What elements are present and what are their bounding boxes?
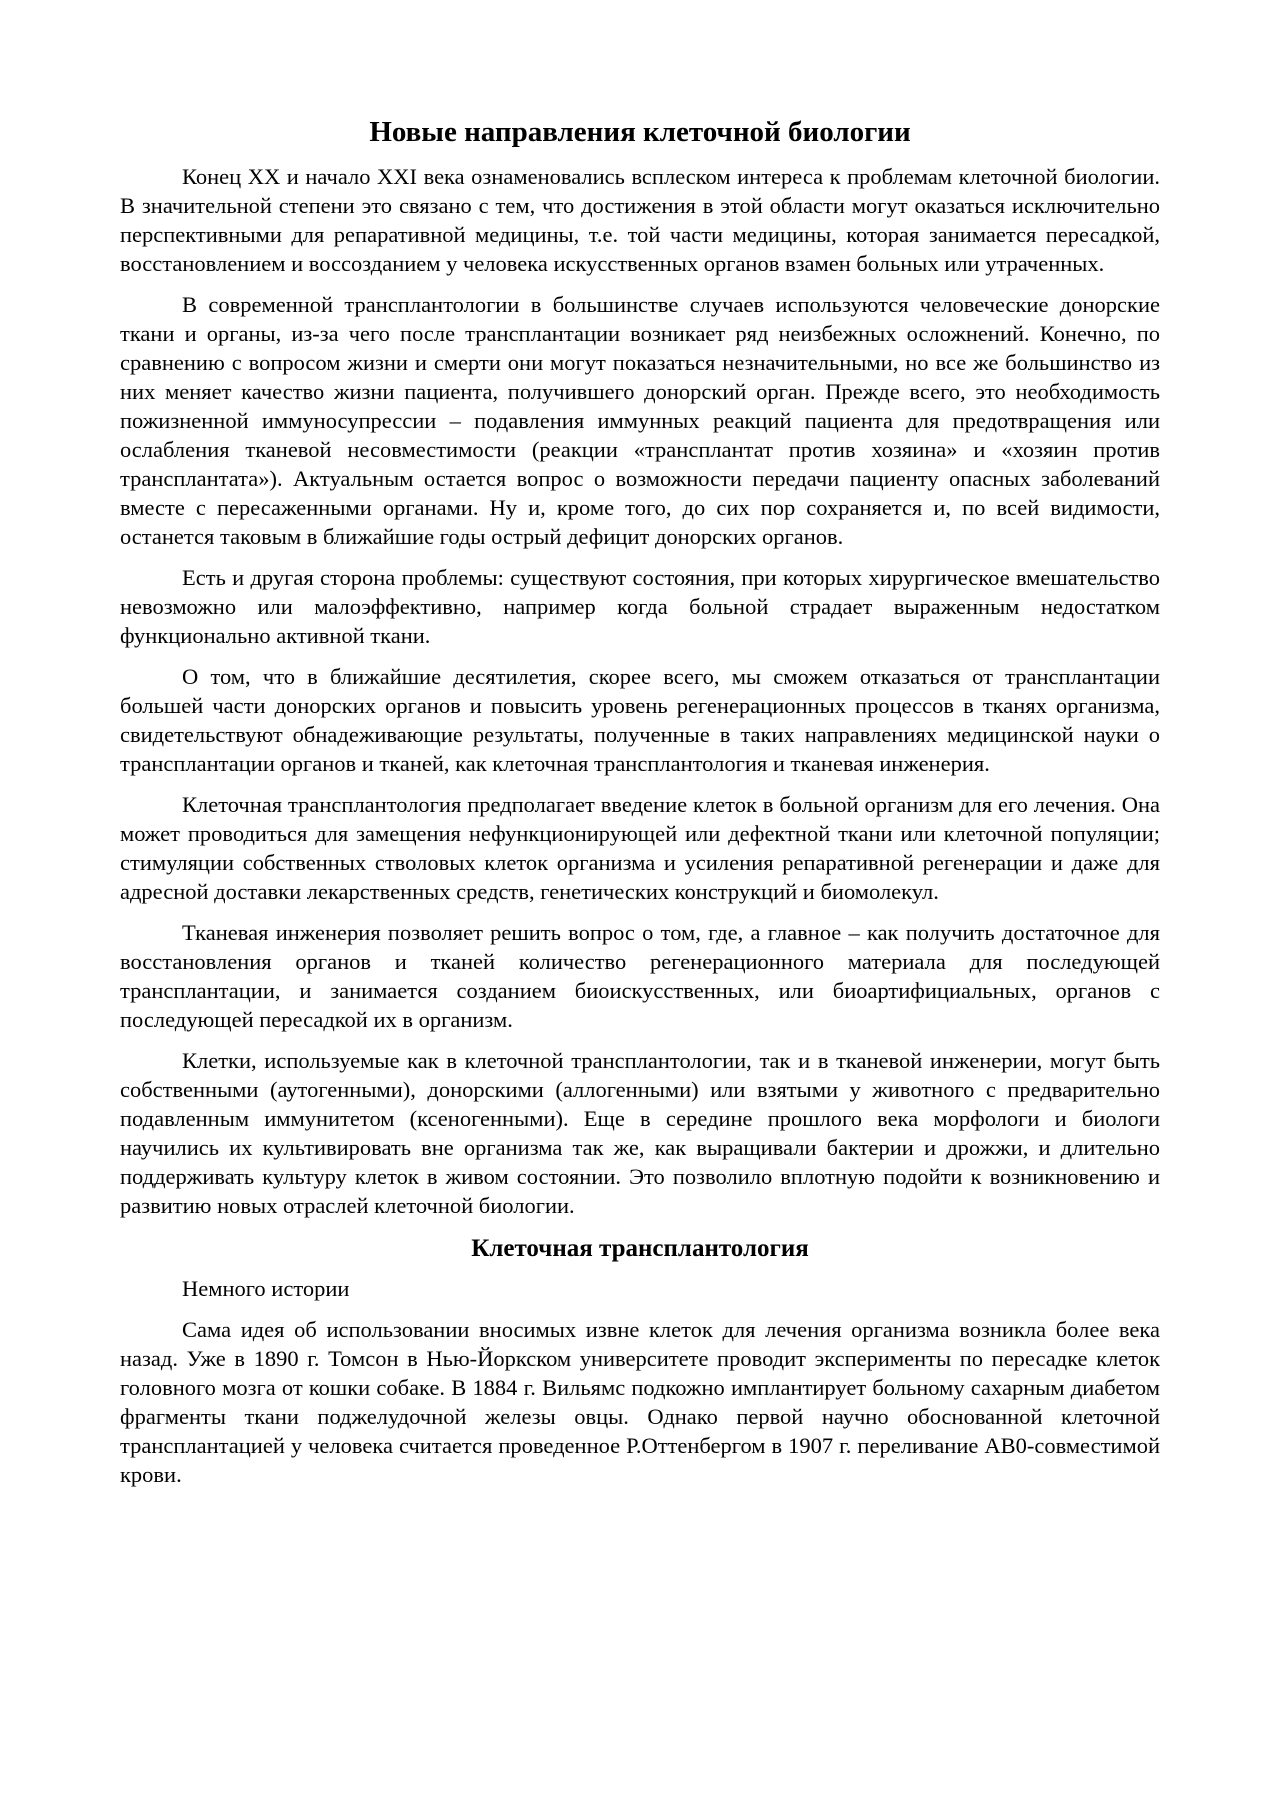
section-title: Клеточная трансплантология: [471, 1235, 809, 1262]
paragraph-intro-3: Есть и другая сторона проблемы: существуют состояния, при которых хирургическое вмешательство невозможно или малоэффективно, например когда больной страдает выраженным недостатком функционально активной ткани.: [120, 565, 1160, 648]
paragraph-intro-4: О том, что в ближайшие десятилетия, скорее всего, мы сможем отказаться от трансплантации большей части донорских органов и повысить уровень регенерационных процессов в тканях организма, свидетельствуют обнадеживающие результаты, полученные в таких направлениях медицинской науки о трансплантации органов и тканей, как клеточная трансплантология и тканевая инженерия.: [120, 664, 1160, 776]
paragraph-intro-5: Клеточная трансплантология предполагает введение клеток в больной организм для его лечения. Она может проводиться для замещения нефункционирующей или дефектной ткани или клеточной популяции; стимуляции собственных стволовых клеток организма и усиления репаративной регенерации и даже для адресной доставки лекарственных средств, генетических конструкций и биомолекул.: [120, 792, 1160, 904]
document-page: [120, 112, 1160, 1501]
paragraph-intro-1: Конец XX и начало XXI века ознаменовались всплеском интереса к проблемам клеточной биологии. В значительной степени это связано с тем, что достижения в этой области могут оказаться исключительно перспективными для репаративной медицины, т.е. той части медицины, которая занимается пересадкой, восстановлением и воссозданием у человека искусственных органов взамен больных или утраченных.: [120, 164, 1160, 276]
paragraph-intro-7: Клетки, используемые как в клеточной трансплантологии, так и в тканевой инженерии, могут быть собственными (аутогенными), донорскими (аллогенными) или взятыми у животного с предварительно подавленным иммунитетом (ксеногенными). Еще в середине прошлого века морфологи и биологи научились их культивировать вне организма так же, как выращивали бактерии и дрожжи, и длительно поддерживать культуру клеток в живом состоянии. Это позволило вплотную подойти к возникновению и развитию новых отраслей клеточной биологии.: [120, 1048, 1160, 1218]
paragraph-intro-6: Тканевая инженерия позволяет решить вопрос о том, где, а главное – как получить достаточное для восстановления органов и тканей количество регенерационного материала для последующей трансплантации, и занимается созданием биоискусственных, или биоартифициальных, органов с последующей пересадкой их в организм.: [120, 920, 1160, 1032]
section-subheading: Немного истории: [182, 1276, 350, 1301]
document-title: Новые направления клеточной биологии: [369, 116, 911, 148]
paragraph-intro-2: В современной трансплантологии в большинстве случаев используются человеческие донорские ткани и органы, из-за чего после трансплантации возникает ряд неизбежных осложнений. Конечно, по сравнению с вопросом жизни и смерти они могут показаться незначительными, но все же большинство из них меняет качество жизни пациента, получившего донорский орган. Прежде всего, это необходимость пожизненной иммуносупрессии – подавления иммунных реакций пациента для предотвращения или ослабления тканевой несовместимости (реакции «трансплантат против хозяина» и «хозяин против трансплантата»). Актуальным остается вопрос о возможности передачи пациенту опасных заболеваний вместе с пересаженными органами. Ну и, кроме того, до сих пор сохраняется и, по всей видимости, останется таковым в ближайшие годы острый дефицит донорских органов.: [120, 292, 1160, 549]
paragraph-section-1: Сама идея об использовании вносимых извне клеток для лечения организма возникла более века назад. Уже в 1890 г. Томсон в Нью-Йоркском университете проводит эксперименты по пересадке клеток головного мозга от кошки собаке. В 1884 г. Вильямс подкожно имплантирует больному сахарным диабетом фрагменты ткани поджелудочной железы овцы. Однако первой научно обоснованной клеточной трансплантацией у человека считается проведенное Р.Оттенбергом в 1907 г. переливание АВ0-совместимой крови.: [120, 1317, 1160, 1487]
